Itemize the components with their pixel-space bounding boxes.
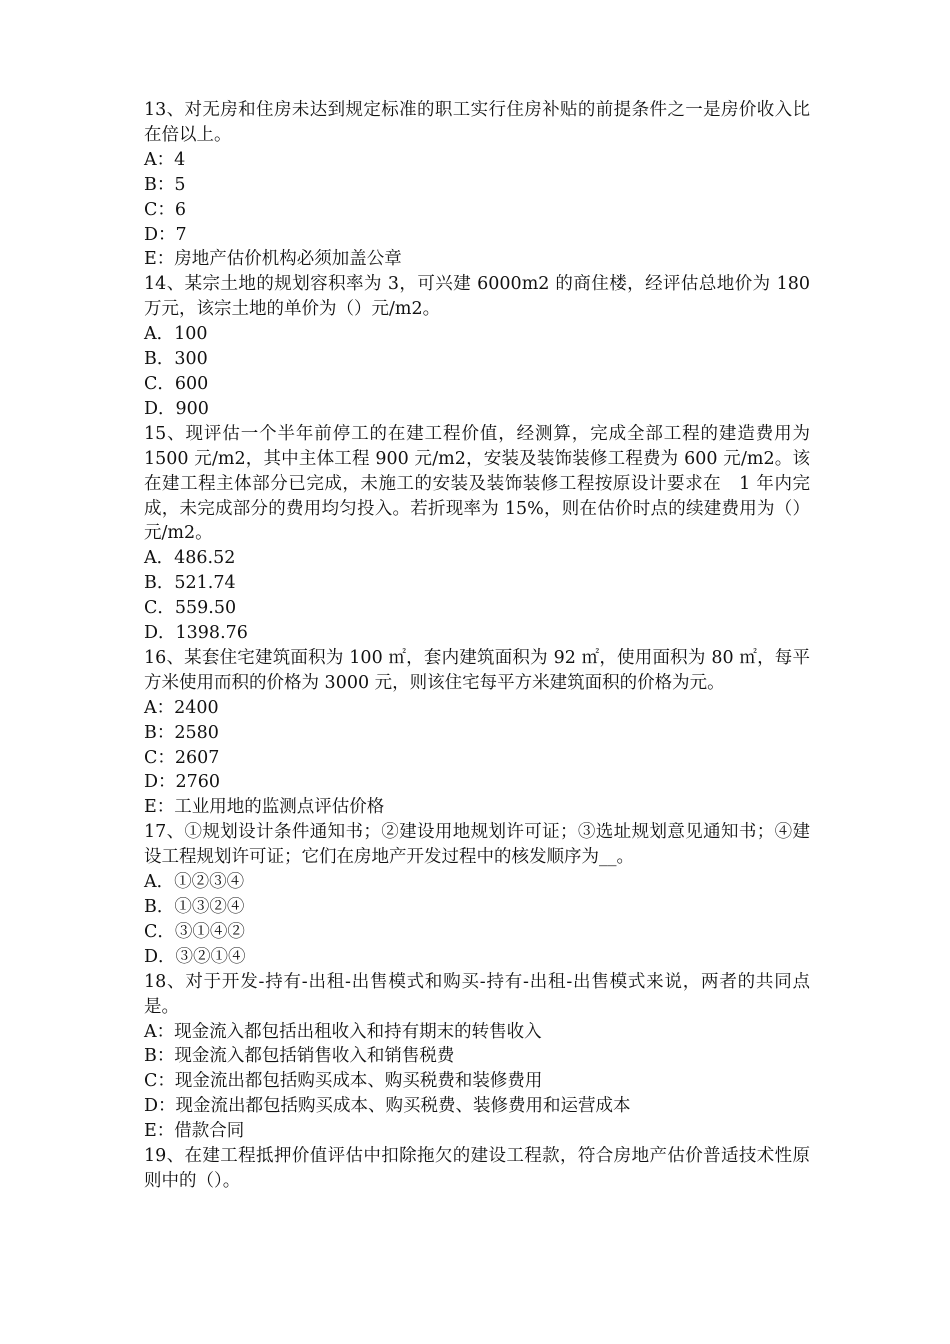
question-13-option-e: E：房地产估价机构必须加盖公章 [144, 249, 402, 270]
question-15-option-a: A．486.52 [144, 548, 236, 569]
question-14-option-a: A．100 [144, 324, 208, 345]
question-14-option-d: D．900 [144, 398, 209, 419]
question-17-option-b: B．①③②④ [144, 897, 245, 917]
question-15 [144, 422, 810, 646]
document-page [144, 98, 810, 1194]
question-14-option-c: C．600 [144, 373, 209, 394]
question-16-option-e: E：工业用地的监测点评估价格 [144, 797, 385, 818]
question-16 [144, 646, 810, 820]
question-16-text: 16、某套住宅建筑面积为 100 ㎡，套内建筑面积为 92 ㎡，使用面积为 80 ㎡，每平方米使用而积的价格为 3000 元，则该住宅每平方米建筑面积的价格为元。 [144, 647, 810, 693]
question-17-option-d: D．③②①④ [144, 946, 246, 967]
question-15-option-c: C．559.50 [144, 598, 237, 619]
question-14-option-b: B．300 [144, 349, 208, 370]
question-13-text: 13、对无房和住房未达到规定标准的职工实行住房补贴的前提条件之一是房价收入比在倍以上。 [144, 100, 810, 145]
question-16-option-a: A：2400 [144, 697, 219, 718]
question-16-option-d: D：2760 [144, 772, 221, 793]
question-17-option-a: A．①②③④ [144, 872, 245, 893]
question-18-option-d: D：现金流出都包括购买成本、购买税费、装修费用和运营成本 [144, 1096, 631, 1117]
question-14 [144, 272, 810, 421]
question-14-text: 14、某宗土地的规划容积率为 3，可兴建 6000m2 的商住楼，经评估总地价为 180 万元，该宗土地的单价为（）元/m2。 [144, 274, 810, 320]
question-17-option-c: C．③①④② [144, 921, 245, 942]
question-13-option-c: C：6 [144, 199, 187, 220]
question-13-option-b: B：5 [144, 174, 186, 195]
question-18-option-c: C：现金流出都包括购买成本、购买税费和装修费用 [144, 1071, 543, 1092]
question-18 [144, 970, 810, 1144]
question-15-text: 15、现评估一个半年前停工的在建工程价值，经测算，完成全部工程的建造费用为 1500 元/m2，其中主体工程 900 元/m2，安装及装饰装修工程费为 600 元/m2。该在建工程主体部分已完成，未施工的安装及装饰装修工程按原设计要求在 1 年内完成，未完成部分的费用均匀投入。若折现率为 15%，则在估价时点的续建费用为（）元/m2。 [144, 423, 810, 544]
question-16-option-c: C：2607 [144, 747, 220, 768]
question-13-option-a: A：4 [144, 149, 186, 170]
question-13-option-d: D：7 [144, 224, 187, 245]
question-18-option-e: E：借款合同 [144, 1121, 245, 1142]
question-18-option-b: B：现金流入都包括销售收入和销售税费 [144, 1046, 455, 1067]
question-17-text: 17、①规划设计条件通知书；②建设用地规划许可证；③选址规划意见通知书；④建设工程规划许可证；它们在房地产开发过程中的核发顺序为__。 [144, 822, 810, 868]
question-15-option-d: D．1398.76 [144, 623, 248, 644]
question-18-text: 18、对于开发-持有-出租-出售模式和购买-持有-出租-出售模式来说，两者的共同点是。 [144, 971, 810, 1017]
question-16-option-b: B：2580 [144, 722, 219, 743]
question-17 [144, 820, 810, 969]
question-19-text: 19、在建工程抵押价值评估中扣除拖欠的建设工程款，符合房地产估价普适技术性原则中的（）。 [144, 1146, 810, 1191]
question-13 [144, 98, 810, 272]
question-18-option-a: A：现金流入都包括出租收入和持有期末的转售收入 [144, 1021, 542, 1042]
question-15-option-b: B．521.74 [144, 573, 236, 594]
question-19 [144, 1144, 810, 1194]
